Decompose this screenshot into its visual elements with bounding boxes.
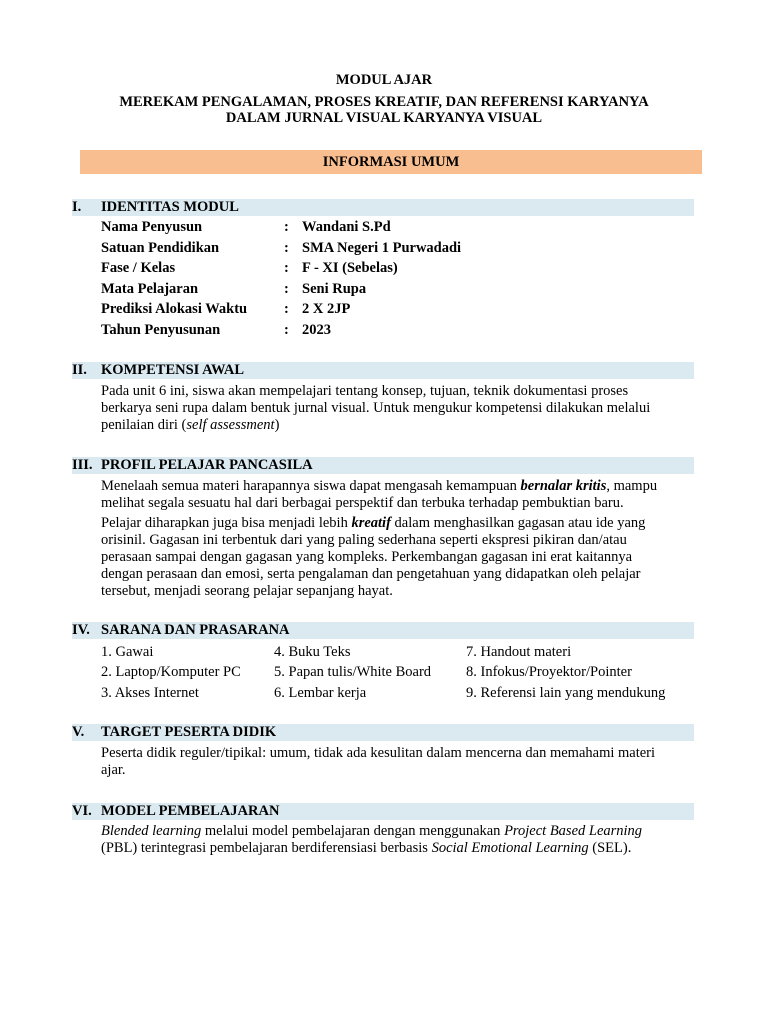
profil-paragraph-1 [101, 478, 701, 512]
text-run: melalui model pembelajaran dengan menggunakan [201, 823, 505, 839]
paragraph-line: Peserta didik reguler/tipikal: umum, tidak ada kesulitan dalam mencerna dan memahami materi [101, 745, 656, 761]
paragraph-line: melihat segala sesuatu hal dari berbagai perspektif dan terbuka terhadap pembuktian baru. [101, 495, 624, 511]
identity-value: 2023 [302, 322, 331, 338]
identity-colon: : [284, 260, 289, 276]
informasi-umum-banner: INFORMASI UMUM [80, 150, 702, 174]
paragraph-line [101, 823, 701, 840]
text-run: penilaian diri ( [101, 417, 187, 433]
section-title: MODEL PEMBELAJARAN [101, 803, 280, 819]
paragraph-line: berkarya seni rupa dalam bentuk jurnal visual. Untuk mengukur kompetensi dilakukan melalui [101, 400, 651, 416]
identity-label: Satuan Pendidikan [101, 240, 220, 256]
profil-paragraph-2 [101, 515, 701, 600]
paragraph-line: Pada unit 6 ini, siswa akan mempelajari tentang konsep, tujuan, teknik dokumentasi proses [101, 383, 629, 399]
paragraph-line: perasaan sampai dengan gagasan yang kompleks. Perkembangan gagasan ini erat kaitannya [101, 549, 633, 565]
sarana-item: 7. Handout materi [466, 644, 572, 660]
section-number: II. [72, 362, 87, 378]
section-number: I. [72, 199, 82, 215]
identity-label: Fase / Kelas [101, 260, 176, 276]
text-run: , mampu [606, 478, 658, 494]
text-bold-italic: bernalar kritis [520, 478, 607, 494]
section-title: SARANA DAN PRASARANA [101, 622, 290, 638]
identity-colon: : [284, 322, 289, 338]
sarana-item: 5. Papan tulis/White Board [274, 664, 432, 680]
text-run: Pelajar diharapkan juga bisa menjadi lebih [101, 515, 352, 531]
text-run: Menelaah semua materi harapannya siswa dapat mengasah kemampuan [101, 478, 521, 494]
text-italic: Project Based Learning [504, 823, 643, 839]
sarana-item: 2. Laptop/Komputer PC [101, 664, 241, 680]
identity-value: F - XI (Sebelas) [302, 260, 398, 276]
paragraph-line: tersebut, menjadi seorang pelajar sepanjang hayat. [101, 583, 393, 599]
text-run: (PBL) terintegrasi pembelajaran berdiferensiasi berbasis [101, 840, 432, 856]
identity-colon: : [284, 240, 289, 256]
section-title: IDENTITAS MODUL [101, 199, 239, 215]
section-identitas-header [72, 199, 694, 216]
sarana-item: 4. Buku Teks [274, 644, 351, 660]
section-sarana-header [72, 622, 694, 639]
identity-value: SMA Negeri 1 Purwadadi [302, 240, 462, 256]
doc-title: MODUL AJAR [335, 72, 433, 88]
text-run: dalam menghasilkan gagasan atau ide yang [390, 515, 646, 531]
sarana-item: 8. Infokus/Proyektor/Pointer [466, 664, 632, 680]
text-italic: Blended learning [101, 823, 202, 839]
paragraph-line: orisinil. Gagasan ini terbentuk dari yang paling sederhana seperti ekspresi pikiran dan/atau [101, 532, 627, 548]
sarana-item: 1. Gawai [101, 644, 154, 660]
section-title: PROFIL PELAJAR PANCASILA [101, 457, 313, 473]
paragraph-line [101, 417, 701, 434]
paragraph-line [101, 840, 701, 857]
identity-label: Nama Penyusun [101, 219, 203, 235]
section-title: KOMPETENSI AWAL [101, 362, 245, 378]
identity-label: Mata Pelajaran [101, 281, 199, 297]
paragraph-line [101, 478, 701, 495]
text-run: (SEL). [588, 840, 632, 856]
kompetensi-paragraph [101, 383, 701, 434]
identity-value: 2 X 2JP [302, 301, 351, 317]
section-title: TARGET PESERTA DIDIK [101, 724, 277, 740]
identity-colon: : [284, 281, 289, 297]
identity-value: Wandani S.Pd [302, 219, 391, 235]
identity-row [101, 258, 398, 278]
identity-row [101, 238, 461, 258]
text-italic: Social Emotional Learning [431, 840, 589, 856]
paragraph-line [101, 515, 701, 532]
model-paragraph [101, 823, 701, 857]
identity-row [101, 320, 331, 340]
section-target-header [72, 724, 694, 741]
identity-row [101, 217, 391, 237]
section-number: III. [72, 457, 93, 473]
identity-label: Tahun Penyusunan [101, 322, 221, 338]
paragraph-line: dengan perasaan dan emosi, serta pengalaman dan pengetahuan yang didapatkan oleh pelajar [101, 566, 641, 582]
identity-label: Prediksi Alokasi Waktu [101, 301, 248, 317]
text-run: ) [274, 417, 280, 433]
text-italic: self assessment [186, 417, 275, 433]
section-kompetensi-header [72, 362, 694, 379]
identity-row [101, 299, 350, 319]
sarana-item: 9. Referensi lain yang mendukung [466, 685, 666, 701]
sarana-item: 6. Lembar kerja [274, 685, 367, 701]
text-bold-italic: kreatif [351, 515, 391, 531]
sarana-item: 3. Akses Internet [101, 685, 199, 701]
section-profil-header [72, 457, 694, 474]
section-model-header [72, 803, 694, 820]
target-paragraph [101, 745, 701, 779]
identity-colon: : [284, 301, 289, 317]
identity-colon: : [284, 219, 289, 235]
identity-value: Seni Rupa [302, 281, 367, 297]
section-number: IV. [72, 622, 90, 638]
section-number: V. [72, 724, 85, 740]
doc-subtitle-line1: MEREKAM PENGALAMAN, PROSES KREATIF, DAN REFERENSI KARYANYA [119, 94, 649, 110]
doc-subtitle-line2: DALAM JURNAL VISUAL KARYANYA VISUAL [225, 110, 543, 126]
identity-row [101, 279, 366, 299]
section-number: VI. [72, 803, 92, 819]
paragraph-line: ajar. [101, 762, 126, 778]
